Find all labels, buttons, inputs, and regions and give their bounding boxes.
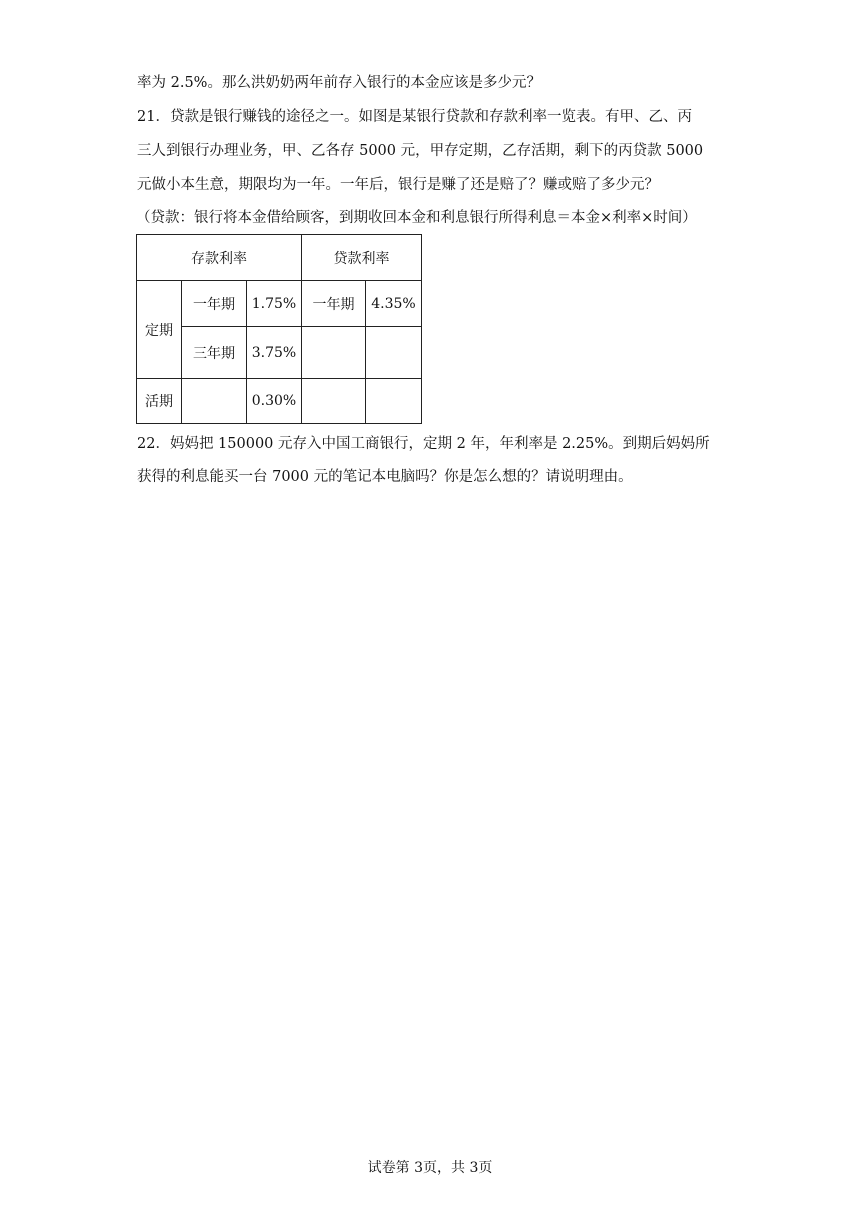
table-row (137, 281, 422, 327)
q20-text-line-1: 率为 2.5%。那么洪奶奶两年前存入银行的本金应该是多少元？ (137, 75, 541, 91)
empty-cell (302, 327, 366, 379)
fixed-deposit-label: 定期 (137, 281, 182, 379)
table-header-row (137, 235, 422, 281)
page-footer: 试卷第 3页，共 3页 (367, 1160, 493, 1176)
demand-deposit-rate: 0.30% (247, 379, 302, 424)
empty-cell (366, 327, 422, 379)
table-row (137, 379, 422, 424)
demand-deposit-label: 活期 (137, 379, 182, 424)
loan-one-year-rate: 4.35% (366, 281, 422, 327)
q21-text-line-3: 元做小本生意，期限均为一年。一年后，银行是赚了还是赔了？赚或赔了多少元？ (137, 177, 659, 193)
empty-cell (182, 379, 247, 424)
fixed-one-year-rate: 1.75% (247, 281, 302, 327)
fixed-three-year-rate: 3.75% (247, 327, 302, 379)
q21-note: （贷款：银行将本金借给顾客，到期收回本金和利息银行所得利息＝本金×利率×时间） (136, 210, 697, 226)
fixed-one-year-term: 一年期 (182, 281, 247, 327)
loan-one-year-term: 一年期 (302, 281, 366, 327)
q22-text-line-1: 22．妈妈把 150000 元存入中国工商银行，定期 2 年，年利率是 2.25%。到期后妈妈所 (137, 436, 710, 452)
empty-cell (302, 379, 366, 424)
fixed-three-year-term: 三年期 (182, 327, 247, 379)
q21-text-line-2: 三人到银行办理业务，甲、乙各存 5000 元，甲存定期，乙存活期，剩下的丙贷款 5000 (137, 143, 704, 159)
deposit-rate-header: 存款利率 (137, 235, 302, 281)
interest-rate-table (136, 234, 422, 424)
q22-text-line-2: 获得的利息能买一台 7000 元的笔记本电脑吗？你是怎么想的？请说明理由。 (137, 469, 633, 485)
q21-text-line-1: 21．贷款是银行赚钱的途径之一。如图是某银行贷款和存款利率一览表。有甲、乙、丙 (137, 109, 692, 125)
loan-rate-header: 贷款利率 (302, 235, 422, 281)
empty-cell (366, 379, 422, 424)
